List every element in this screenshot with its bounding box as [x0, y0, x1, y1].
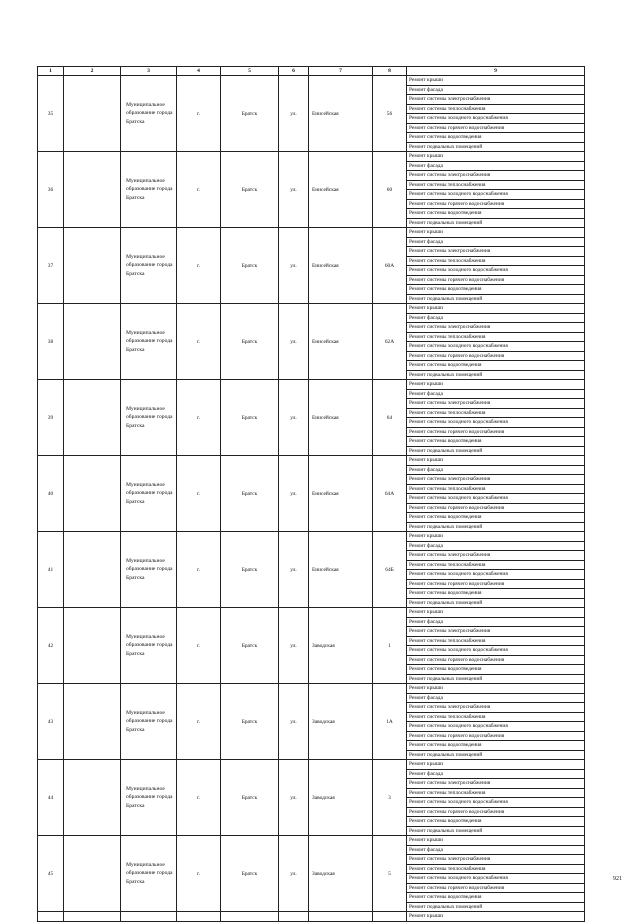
work-item: Ремонт подвальных помещений	[409, 219, 483, 226]
work-item: Ремонт системы электроснабжения	[407, 551, 584, 561]
work-item: Ремонт системы электроснабжения	[407, 323, 584, 333]
work-item: Ремонт системы холодного водоснабжения	[407, 874, 584, 884]
row-number: 41	[38, 532, 64, 608]
work-item: Ремонт системы горячего водоснабжения	[407, 504, 584, 514]
work-item: Ремонт системы теплоснабжения	[407, 181, 584, 191]
column-header: 6	[279, 67, 309, 76]
work-item: Ремонт системы водоотведения	[407, 133, 584, 143]
empty-cell	[64, 228, 121, 304]
work-item: Ремонт подвальных помещений	[409, 751, 483, 758]
work-item: Ремонт крыши	[407, 836, 584, 846]
works-cell	[407, 304, 585, 380]
empty-cell	[64, 76, 121, 152]
house-cell: 60А	[373, 228, 407, 304]
street-cell: Енисейская	[309, 456, 373, 532]
work-item: Ремонт системы электроснабжения	[407, 475, 584, 485]
empty-cell	[121, 912, 177, 922]
street-type-cell: ул.	[279, 76, 309, 152]
table-row	[38, 456, 585, 532]
work-item: Ремонт системы теплоснабжения	[407, 409, 584, 419]
work-item: Ремонт системы водоотведения	[407, 513, 584, 523]
work-item: Ремонт системы холодного водоснабжения	[407, 418, 584, 428]
empty-cell	[64, 152, 121, 228]
row-number: 44	[38, 760, 64, 836]
work-item: Ремонт системы электроснабжения	[407, 703, 584, 713]
work-item: Ремонт крыши	[407, 608, 584, 618]
work-item: Ремонт крыши	[407, 228, 584, 238]
municipality-cell: Муниципальное образование города Братска	[121, 456, 177, 532]
street-type-cell: ул.	[279, 684, 309, 760]
work-item: Ремонт крыши	[407, 76, 584, 86]
work-item: Ремонт системы горячего водоснабжения	[407, 428, 584, 438]
work-item: Ремонт крыши	[407, 532, 584, 542]
work-item: Ремонт системы водоотведения	[407, 285, 584, 295]
empty-cell	[64, 684, 121, 760]
street-type-cell: ул.	[279, 228, 309, 304]
city-type-cell: г.	[177, 380, 221, 456]
house-cell: 3	[373, 760, 407, 836]
table-row	[38, 304, 585, 380]
city-cell: Братск	[221, 456, 279, 532]
table-row	[38, 76, 585, 152]
street-cell: Енисейская	[309, 76, 373, 152]
work-item: Ремонт системы теплоснабжения	[407, 485, 584, 495]
work-item: Ремонт системы водоотведения	[407, 817, 584, 827]
work-item: Ремонт фасада	[407, 466, 584, 476]
city-type-cell: г.	[177, 684, 221, 760]
work-item: Ремонт фасада	[407, 846, 584, 856]
work-item: Ремонт подвальных помещений	[409, 371, 483, 378]
work-item: Ремонт системы водоотведения	[407, 893, 584, 903]
work-item: Ремонт подвальных помещений	[409, 675, 483, 682]
city-type-cell: г.	[177, 76, 221, 152]
registry-table	[37, 66, 585, 922]
work-item: Ремонт фасада	[407, 238, 584, 248]
works-cell	[407, 836, 585, 912]
work-item: Ремонт системы теплоснабжения	[407, 865, 584, 875]
works-cell	[407, 380, 585, 456]
work-item: Ремонт системы теплоснабжения	[407, 561, 584, 571]
work-item: Ремонт фасада	[407, 542, 584, 552]
city-cell: Братск	[221, 152, 279, 228]
city-type-cell: г.	[177, 760, 221, 836]
column-header: 3	[121, 67, 177, 76]
table-row	[38, 760, 585, 836]
work-item: Ремонт системы холодного водоснабжения	[407, 646, 584, 656]
works-cell	[407, 684, 585, 760]
street-cell: Заводская	[309, 836, 373, 912]
work-item: Ремонт системы теплоснабжения	[407, 105, 584, 115]
work-item: Ремонт подвальных помещений	[409, 903, 483, 910]
work-item: Ремонт системы электроснабжения	[407, 399, 584, 409]
work-item: Ремонт фасада	[407, 86, 584, 96]
street-cell: Енисейская	[309, 152, 373, 228]
table-row	[38, 228, 585, 304]
column-header-row	[38, 67, 585, 76]
city-type-cell: г.	[177, 228, 221, 304]
work-item: Ремонт системы водоотведения	[407, 741, 584, 751]
work-item: Ремонт системы холодного водоснабжения	[407, 266, 584, 276]
works-cell	[407, 228, 585, 304]
column-header: 1	[38, 67, 64, 76]
column-header: 4	[177, 67, 221, 76]
empty-cell	[64, 836, 121, 912]
city-cell: Братск	[221, 608, 279, 684]
empty-cell	[373, 912, 407, 922]
municipality-cell: Муниципальное образование города Братска	[121, 532, 177, 608]
house-cell: 56	[373, 76, 407, 152]
work-item: Ремонт фасада	[407, 770, 584, 780]
municipality-cell: Муниципальное образование города Братска	[121, 608, 177, 684]
street-type-cell: ул.	[279, 152, 309, 228]
work-item: Ремонт системы электроснабжения	[407, 779, 584, 789]
work-item: Ремонт подвальных помещений	[409, 599, 483, 606]
work-item: Ремонт системы горячего водоснабжения	[407, 276, 584, 286]
column-header: 5	[221, 67, 279, 76]
work-item: Ремонт системы электроснабжения	[407, 627, 584, 637]
column-header: 7	[309, 67, 373, 76]
city-type-cell: г.	[177, 532, 221, 608]
municipality-cell: Муниципальное образование города Братска	[121, 228, 177, 304]
empty-cell	[64, 608, 121, 684]
work-item: Ремонт системы теплоснабжения	[407, 257, 584, 267]
row-number: 40	[38, 456, 64, 532]
work-item: Ремонт системы теплоснабжения	[407, 713, 584, 723]
work-item: Ремонт системы горячего водоснабжения	[407, 808, 584, 818]
work-item: Ремонт крыши	[407, 456, 584, 466]
municipality-cell: Муниципальное образование города Братска	[121, 76, 177, 152]
work-item: Ремонт подвальных помещений	[409, 143, 483, 150]
house-cell: 60	[373, 152, 407, 228]
street-cell: Енисейская	[309, 532, 373, 608]
work-item: Ремонт системы горячего водоснабжения	[407, 656, 584, 666]
empty-cell	[64, 760, 121, 836]
page-number: 921	[613, 876, 622, 882]
work-item: Ремонт фасада	[407, 162, 584, 172]
work-item: Ремонт крыши	[407, 684, 584, 694]
street-cell: Енисейская	[309, 304, 373, 380]
empty-cell	[64, 456, 121, 532]
house-cell: 64	[373, 380, 407, 456]
empty-cell	[64, 304, 121, 380]
work-item: Ремонт подвальных помещений	[409, 295, 483, 302]
work-item: Ремонт системы горячего водоснабжения	[407, 884, 584, 894]
work-item: Ремонт системы холодного водоснабжения	[407, 722, 584, 732]
street-type-cell: ул.	[279, 608, 309, 684]
work-item: Ремонт системы теплоснабжения	[407, 637, 584, 647]
municipality-cell: Муниципальное образование города Братска	[121, 760, 177, 836]
row-number: 43	[38, 684, 64, 760]
work-item: Ремонт фасада	[407, 314, 584, 324]
street-type-cell: ул.	[279, 836, 309, 912]
work-item: Ремонт подвальных помещений	[409, 523, 483, 530]
column-header: 8	[373, 67, 407, 76]
street-cell: Заводская	[309, 608, 373, 684]
work-item: Ремонт системы водоотведения	[407, 361, 584, 371]
empty-cell	[64, 912, 121, 922]
continuation-row	[38, 912, 585, 922]
table-row	[38, 152, 585, 228]
work-item: Ремонт системы теплоснабжения	[407, 333, 584, 343]
works-cell	[407, 760, 585, 836]
work-item: Ремонт фасада	[407, 694, 584, 704]
row-number: 39	[38, 380, 64, 456]
street-type-cell: ул.	[279, 380, 309, 456]
work-item: Ремонт системы холодного водоснабжения	[407, 190, 584, 200]
work-item: Ремонт системы холодного водоснабжения	[407, 570, 584, 580]
city-type-cell: г.	[177, 152, 221, 228]
city-cell: Братск	[221, 760, 279, 836]
work-item: Ремонт крыши	[407, 152, 584, 162]
works-cell	[407, 456, 585, 532]
work-item: Ремонт крыши	[407, 380, 584, 390]
table-row	[38, 380, 585, 456]
city-cell: Братск	[221, 684, 279, 760]
work-item: Ремонт системы теплоснабжения	[407, 789, 584, 799]
municipality-cell: Муниципальное образование города Братска	[121, 684, 177, 760]
empty-cell	[309, 912, 373, 922]
table-row	[38, 532, 585, 608]
row-number: 38	[38, 304, 64, 380]
municipality-cell: Муниципальное образование города Братска	[121, 304, 177, 380]
city-cell: Братск	[221, 228, 279, 304]
work-item: Ремонт системы водоотведения	[407, 589, 584, 599]
house-cell: 1А	[373, 684, 407, 760]
street-cell: Заводская	[309, 760, 373, 836]
city-type-cell: г.	[177, 608, 221, 684]
city-type-cell: г.	[177, 456, 221, 532]
work-item: Ремонт системы холодного водоснабжения	[407, 494, 584, 504]
work-item: Ремонт крыши	[407, 304, 584, 314]
table-row	[38, 684, 585, 760]
work-item: Ремонт системы горячего водоснабжения	[407, 580, 584, 590]
work-item: Ремонт системы водоотведения	[407, 209, 584, 219]
city-cell: Братск	[221, 532, 279, 608]
work-item: Ремонт подвальных помещений	[409, 827, 483, 834]
city-cell: Братск	[221, 76, 279, 152]
work-item: Ремонт системы горячего водоснабжения	[407, 124, 584, 134]
street-type-cell: ул.	[279, 532, 309, 608]
work-item: Ремонт системы электроснабжения	[407, 95, 584, 105]
work-item: Ремонт системы холодного водоснабжения	[407, 114, 584, 124]
street-cell: Енисейская	[309, 380, 373, 456]
work-item: Ремонт подвальных помещений	[409, 447, 483, 454]
table-row	[38, 608, 585, 684]
column-header: 9	[407, 67, 585, 76]
municipality-cell: Муниципальное образование города Братска	[121, 380, 177, 456]
work-item: Ремонт системы электроснабжения	[407, 247, 584, 257]
city-cell: Братск	[221, 304, 279, 380]
work-item: Ремонт фасада	[407, 390, 584, 400]
empty-cell	[38, 912, 64, 922]
work-item: Ремонт системы холодного водоснабжения	[407, 342, 584, 352]
works-cell	[407, 608, 585, 684]
works-cell	[407, 76, 585, 152]
row-number: 45	[38, 836, 64, 912]
column-header: 2	[64, 67, 121, 76]
street-type-cell: ул.	[279, 456, 309, 532]
work-item: Ремонт системы электроснабжения	[407, 855, 584, 865]
work-item: Ремонт фасада	[407, 618, 584, 628]
municipality-cell: Муниципальное образование города Братска	[121, 152, 177, 228]
city-cell: Братск	[221, 836, 279, 912]
street-cell: Заводская	[309, 684, 373, 760]
city-cell: Братск	[221, 380, 279, 456]
empty-cell	[279, 912, 309, 922]
house-cell: 64Б	[373, 532, 407, 608]
house-cell: 62А	[373, 304, 407, 380]
municipality-cell: Муниципальное образование города Братска	[121, 836, 177, 912]
empty-cell	[64, 380, 121, 456]
row-number: 36	[38, 152, 64, 228]
work-item: Ремонт системы горячего водоснабжения	[407, 352, 584, 362]
works-cell	[407, 532, 585, 608]
empty-cell	[221, 912, 279, 922]
row-number: 42	[38, 608, 64, 684]
work-item: Ремонт крыши	[409, 913, 443, 920]
house-cell: 64А	[373, 456, 407, 532]
works-cell	[407, 152, 585, 228]
work-item: Ремонт системы водоотведения	[407, 437, 584, 447]
work-item: Ремонт системы горячего водоснабжения	[407, 732, 584, 742]
row-number: 37	[38, 228, 64, 304]
table-row	[38, 836, 585, 912]
work-item: Ремонт системы горячего водоснабжения	[407, 200, 584, 210]
city-type-cell: г.	[177, 304, 221, 380]
empty-cell	[64, 532, 121, 608]
house-cell: 5	[373, 836, 407, 912]
street-type-cell: ул.	[279, 304, 309, 380]
work-item: Ремонт системы холодного водоснабжения	[407, 798, 584, 808]
street-type-cell: ул.	[279, 760, 309, 836]
street-cell: Енисейская	[309, 228, 373, 304]
work-item: Ремонт системы электроснабжения	[407, 171, 584, 181]
work-item: Ремонт системы водоотведения	[407, 665, 584, 675]
row-number: 35	[38, 76, 64, 152]
works-cell	[407, 912, 585, 922]
empty-cell	[177, 912, 221, 922]
work-item: Ремонт крыши	[407, 760, 584, 770]
house-cell: 1	[373, 608, 407, 684]
city-type-cell: г.	[177, 836, 221, 912]
